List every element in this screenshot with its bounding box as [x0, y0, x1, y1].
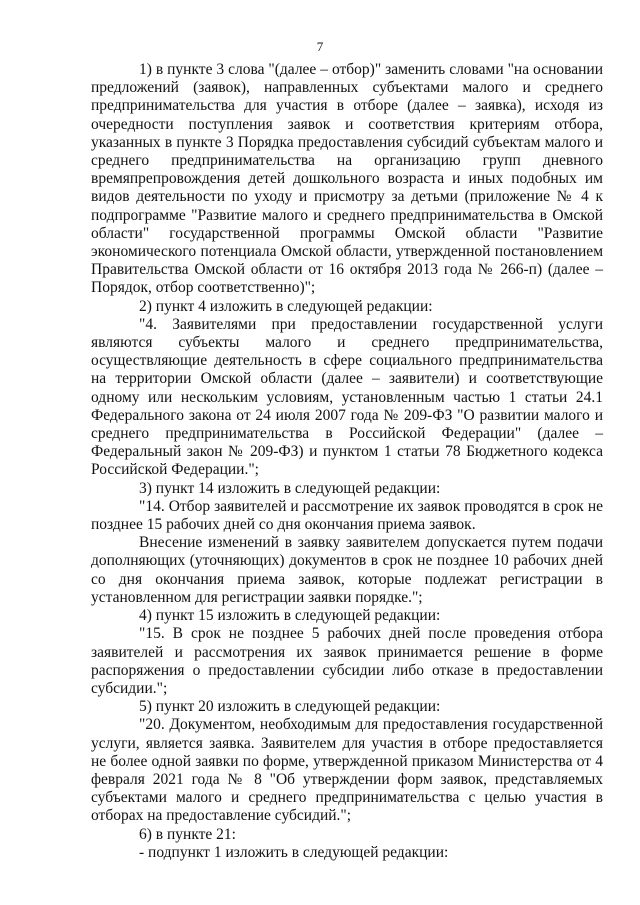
paragraph-point-14-text: "14. Отбор заявителей и рассмотрение их заявок проводятся в срок не позднее 15 рабочих дней со дня окончания приема заявок. [91, 497, 603, 534]
paragraph-subpoint-1-heading: - подпункт 1 изложить в следующей редакции: [139, 843, 449, 861]
paragraph-amendment-1: 1) в пункте 3 слова "(далее – отбор)" заменить словами "на основании предложений (заявок), направленных субъектами малого и среднего предпринимательства для участия в отборе (далее – заявка), исходя из очередности поступления заявок и соответствия критериям отбора, указанных в пункте 3 Порядка предоставления субсидий субъектам малого и среднего предпринимательства на организацию групп дневного времяпрепровождения детей дошкольного возраста и иных подобных им видов деятельности по уходу и присмотру за детьми (приложение № 4 к подпрограмме "Развитие малого и среднего предпринимательства в Омской области" государственной программы Омской области "Развитие экономического потенциала Омской области, утвержденной постановлением Правительства Омской области от 16 октября 2013 года № 266-п) (далее – Порядок, отбор соответственно)"; [91, 61, 603, 297]
paragraph-amendment-2-heading: 2) пункт 4 изложить в следующей редакции: [139, 297, 433, 315]
paragraph-point-15-text: "15. В срок не позднее 5 рабочих дней после проведения отбора заявителей и рассмотрения их заявок принимается решение в форме распоряжения о предоставлении субсидии либо отказе в предоставлении субсидии."; [91, 625, 603, 697]
paragraph-point-4-text: "4. Заявителями при предоставлении государственной услуги являются субъекты малого и среднего предпринимательства, осуществляющие деятельность в сфере социального предпринимательства на территории Омской области (далее – заявители) и соответствующие одному или нескольким условиям, установленным частью 1 статьи 24.1 Федерального закона от 24 июля 2007 года № 209-ФЗ "О развитии малого и среднего предпринимательства в Российской Федерации" (далее – Федеральный закон № 209-ФЗ) и пунктом 1 статьи 78 Бюджетного кодекса Российской Федерации."; [91, 315, 603, 479]
page-number: 7 [316, 39, 324, 54]
document-body [91, 61, 603, 862]
paragraph-point-20-text: "20. Документом, необходимым для предоставления государственной услуги, является заявка. Заявителем для участия в отборе предоставляется не более одной заявки по форме, утвержденной приказом Министерства от 4 февраля 2021 года № 8 "Об утверждении форм заявок, представляемых субъектами малого и среднего предпринимательства с целью участия в отборах на предоставление субсидий."; [91, 716, 603, 825]
paragraph-amendment-3-heading: 3) пункт 14 изложить в следующей редакции: [139, 479, 441, 497]
paragraph-amendment-4-heading: 4) пункт 15 изложить в следующей редакции: [139, 607, 441, 625]
paragraph-amendment-5-heading: 5) пункт 20 изложить в следующей редакции: [139, 698, 441, 716]
paragraph-point-14-continuation: Внесение изменений в заявку заявителем допускается путем подачи дополняющих (уточняющих) документов в срок не позднее 10 рабочих дней со дня окончания приема заявок, которые подлежат регистрации в установленном для регистрации заявки порядке."; [91, 534, 603, 606]
paragraph-amendment-6-heading: 6) в пункте 21: [139, 825, 236, 843]
